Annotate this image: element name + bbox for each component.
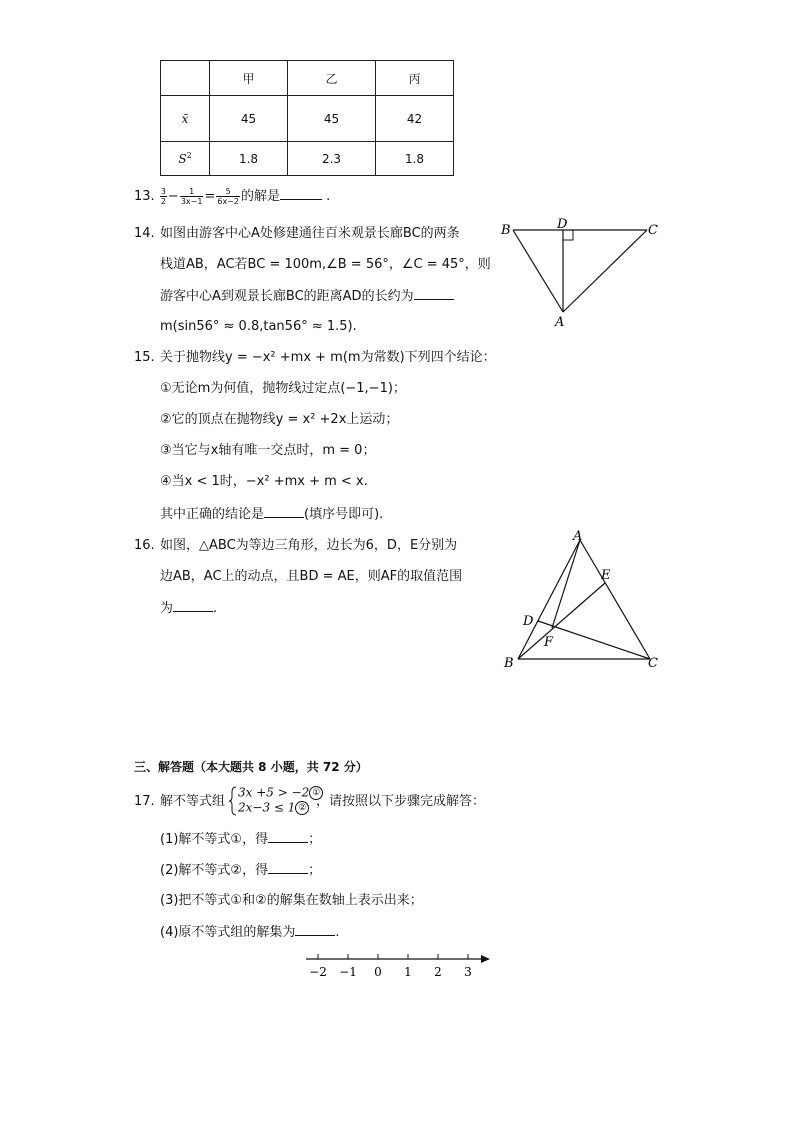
question-17-post: ，请按照以下步骤完成解答： [316, 794, 486, 809]
question-number: 17. [134, 794, 155, 809]
circled-number: ① [309, 786, 323, 800]
question-15-choice-1: ①无论m为何值，抛物线过定点(−1,−1)； [160, 381, 406, 396]
question-14-line-2: 栈道AB，AC若BC = 100m,∠B = 56°，∠C = 45°，则 [160, 257, 491, 272]
question-17-step-2 [160, 861, 321, 880]
question-14-line-4: m(sin56° ≈ 0.8,tan56° ≈ 1.5). [160, 319, 357, 334]
question-number: 13. [134, 189, 155, 204]
question-number: 14. [134, 226, 155, 241]
operator: − [167, 189, 179, 204]
label-b: B [501, 223, 511, 238]
label-f: F [544, 635, 554, 650]
question-16-line-2: 边AB，AC上的动点，且BD = AE，则AF的取值范围 [160, 569, 463, 584]
question-15-choice-3: ③当它与x轴有唯一交点时，m = 0； [160, 443, 376, 458]
inequality-2: 2x−3 ≤ 1 [238, 800, 296, 815]
table-cell: 42 [376, 96, 454, 142]
question-text: ； [308, 863, 322, 878]
fraction [160, 187, 167, 206]
system-line-2 [238, 801, 309, 815]
question-text: . [213, 601, 218, 616]
segment-ab [513, 230, 563, 312]
circled-number: ② [295, 801, 309, 815]
question-17-step-1 [160, 830, 321, 849]
segment-ac [580, 540, 650, 659]
fraction [180, 187, 204, 206]
system-brace [228, 785, 238, 817]
answer-blank[interactable] [295, 923, 335, 936]
question-17-step-4 [160, 923, 340, 942]
label-d: D [557, 218, 568, 232]
question-number: 16. [134, 538, 155, 553]
segment-af [552, 540, 580, 628]
denominator: 2 [160, 197, 166, 206]
answer-blank[interactable] [268, 861, 308, 874]
variance-exponent: 2 [186, 151, 192, 160]
table-row-mean [161, 96, 454, 142]
segment-cd [538, 621, 650, 659]
number-line-tick-label: −1 [339, 965, 357, 979]
number-line[interactable] [300, 948, 495, 982]
question-number: 15. [134, 350, 155, 365]
answer-blank[interactable] [280, 187, 322, 200]
question-16-line-3 [160, 599, 217, 618]
answer-blank[interactable] [414, 287, 454, 300]
question-text: (2)解不等式②，得 [160, 863, 269, 878]
table-header-bing: 丙 [376, 61, 454, 96]
question-16-line-1: 如图，△ABC为等边三角形，边长为6，D，E分别为 [160, 538, 458, 553]
label-c: C [648, 656, 658, 671]
label-c: C [648, 223, 658, 238]
mean-label: x̄ [161, 96, 210, 142]
denominator: 6x−2 [217, 197, 239, 206]
question-text: 游客中心A到观景长廊BC的距离AD的长约为 [160, 289, 414, 304]
question-text: (4)原不等式组的解集为 [160, 925, 296, 940]
question-14-line-1: 如图由游客中心A处修建通往百米观景长廊BC的两条 [160, 226, 460, 241]
question-15-ask [160, 505, 383, 524]
statistics-table [160, 60, 454, 176]
label-b: B [504, 656, 514, 671]
fraction [216, 187, 240, 206]
label-e: E [601, 568, 611, 583]
number-line-tick-label: 3 [464, 965, 472, 979]
table-cell [161, 61, 210, 96]
operator: = [204, 189, 216, 204]
table-cell: 1.8 [210, 142, 288, 176]
question-15-choice-2: ②它的顶点在抛物线y = x² +2x上运动； [160, 412, 399, 427]
question-13 [134, 187, 330, 206]
numerator: 1 [180, 187, 204, 197]
number-line-tick-label: 1 [404, 965, 412, 979]
inequality-1: 3x +5 > −2 [238, 785, 310, 800]
question-text: (填序号即可). [304, 507, 384, 522]
question-text: ； [308, 832, 322, 847]
section-3-title: 三、解答题（本大题共 8 小题，共 72 分） [134, 760, 368, 774]
table-cell: 2.3 [288, 142, 376, 176]
label-a: A [555, 315, 565, 330]
question-17-step-3: (3)把不等式①和②的解集在数轴上表示出来； [160, 893, 423, 908]
label-d: D [523, 614, 534, 629]
figure-q14 [495, 218, 665, 333]
table-cell: 45 [210, 96, 288, 142]
question-15-stem: 关于抛物线y = −x² +mx + m(m为常数)下列四个结论： [160, 350, 496, 365]
question-14-line-3 [160, 287, 454, 306]
segment-ac [563, 230, 647, 312]
numerator: 5 [216, 187, 240, 197]
table-cell: 1.8 [376, 142, 454, 176]
number-line-ticks [309, 954, 472, 979]
variance-label [161, 142, 210, 176]
numerator: 3 [160, 187, 166, 196]
question-text: 为 [160, 601, 174, 616]
system-line-1 [238, 786, 323, 800]
label-a: A [573, 529, 583, 544]
number-line-tick-label: 2 [434, 965, 442, 979]
variance-symbol: S [178, 152, 187, 166]
question-text: (1)解不等式①，得 [160, 832, 269, 847]
answer-blank[interactable] [268, 830, 308, 843]
table-header-row [161, 61, 454, 96]
table-header-jia: 甲 [210, 61, 288, 96]
question-text: . [335, 925, 340, 940]
number-line-tick-label: 0 [374, 965, 382, 979]
table-row-variance [161, 142, 454, 176]
question-17-pre: 解不等式组 [160, 794, 226, 809]
answer-blank[interactable] [264, 505, 304, 518]
table-cell: 45 [288, 96, 376, 142]
question-text: 其中正确的结论是 [160, 507, 265, 522]
question-text: . [326, 189, 331, 204]
number-line-arrow [481, 955, 490, 963]
table-header-yi: 乙 [288, 61, 376, 96]
question-text: 的解是 [240, 189, 280, 204]
answer-blank[interactable] [173, 599, 213, 612]
question-15-choice-4: ④当x < 1时，−x² +mx + m < x. [160, 474, 368, 489]
figure-q16 [500, 528, 665, 673]
number-line-tick-label: −2 [309, 965, 327, 979]
denominator: 3x−1 [180, 197, 203, 206]
